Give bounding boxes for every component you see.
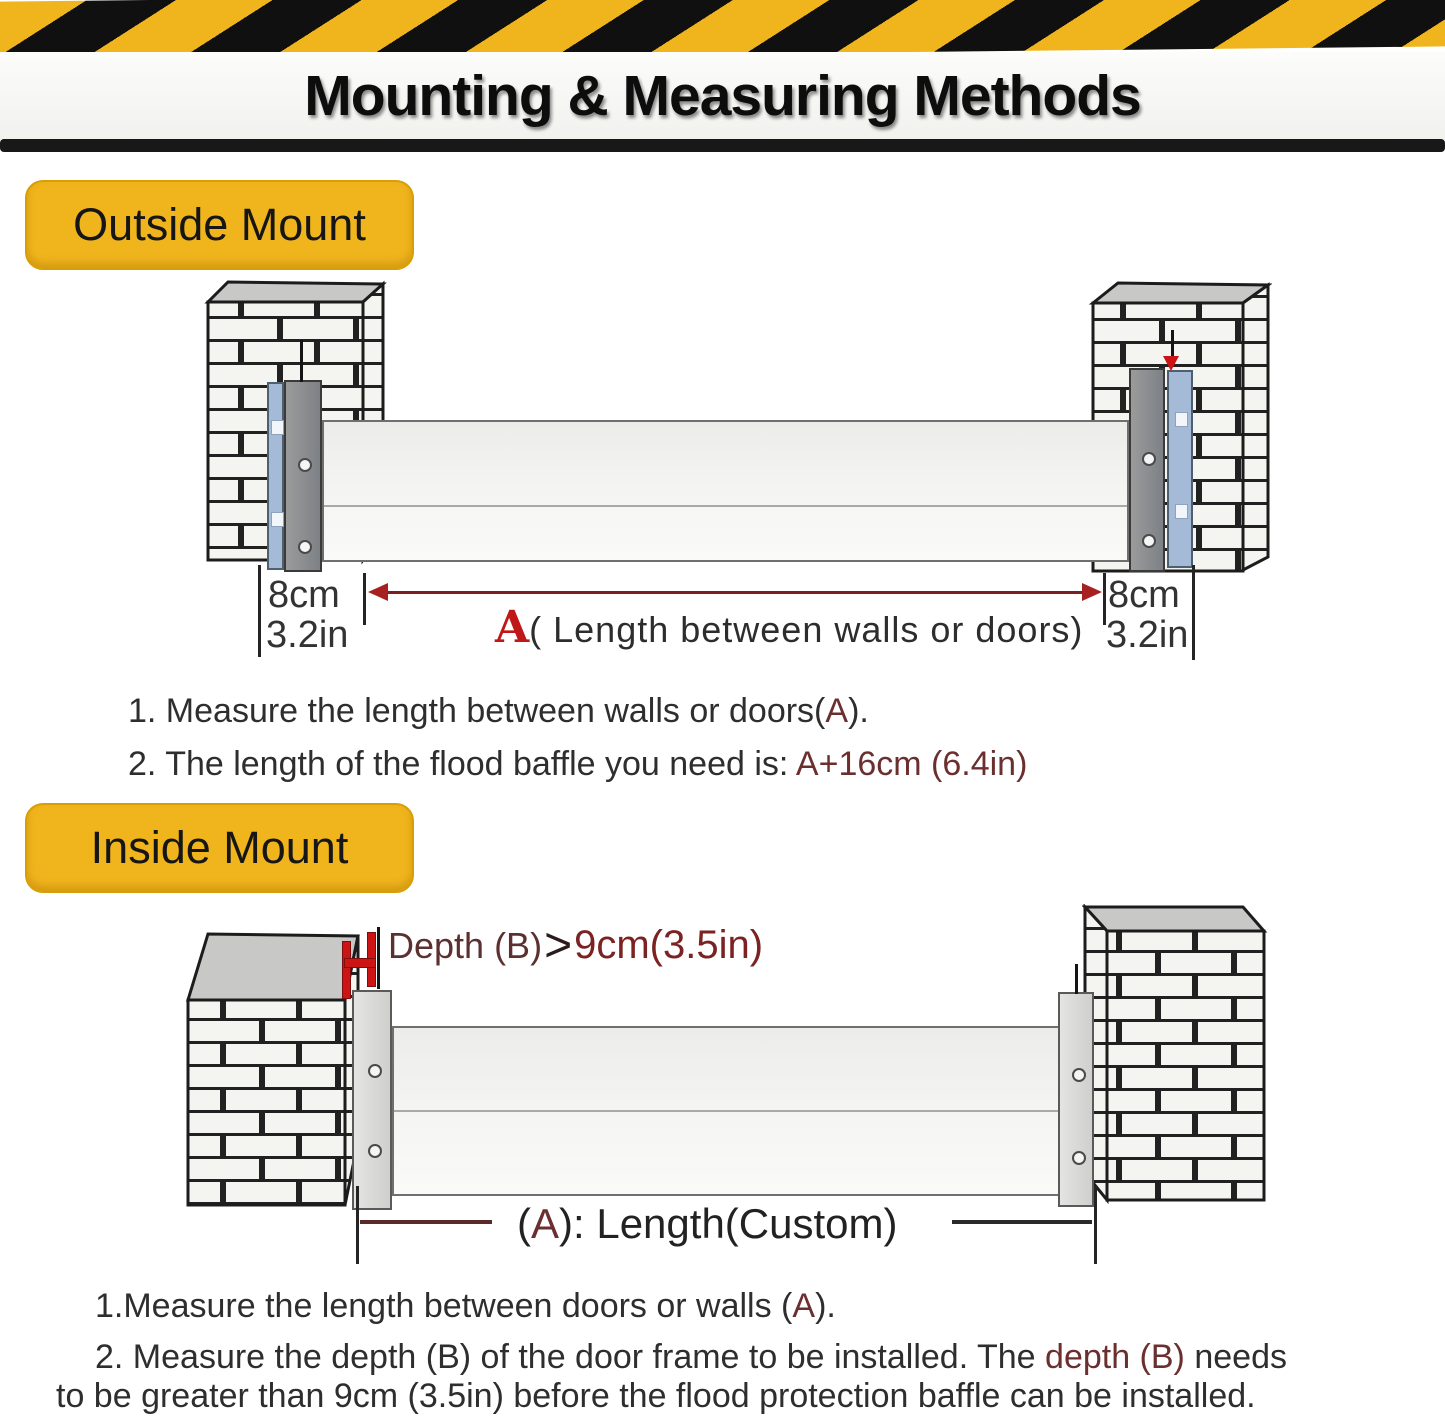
accent-a: A [531, 1200, 560, 1247]
screw-hole [298, 458, 312, 472]
inside-step-2-line2: to be greater than 9cm (3.5in) before the flood protection baffle can be installed. [56, 1377, 1256, 1415]
outside-mount-badge: Outside Mount [25, 180, 414, 270]
seal-tab [271, 512, 284, 527]
outside-flood-baffle [322, 420, 1129, 562]
inside-left-channel [352, 990, 392, 1210]
page-title: Mounting & Measuring Methods [304, 64, 1141, 128]
right-gap-inch: 3.2in [1106, 614, 1189, 656]
dim-tick [356, 1186, 359, 1264]
length-between-walls-label: A ( Length between walls or doors) [495, 602, 1084, 653]
accent-a: A [792, 1287, 816, 1325]
accent-depth-b: depth (B) [1045, 1338, 1185, 1376]
inside-step-2-line1: 2. Measure the depth (B) of the door frame to be installed. The depth (B) needs [95, 1338, 1287, 1376]
inside-right-pillar [1082, 904, 1274, 1204]
outside-step-1: 1. Measure the length between walls or doors(A). [128, 692, 869, 730]
right-gap-cm: 8cm [1108, 574, 1180, 616]
seal-tab [271, 420, 284, 435]
screw-hole [1072, 1068, 1086, 1082]
accent-formula: A+16cm (6.4in) [795, 745, 1028, 783]
accent-a: A [825, 692, 849, 730]
outside-right-seal-strip [1167, 370, 1193, 568]
screw-hole [1142, 534, 1156, 548]
inside-right-channel [1058, 992, 1094, 1207]
anchor-pin [1075, 964, 1078, 994]
dim-tick [258, 565, 261, 657]
depth-requirement-label: Depth (B) > 9cm(3.5in) [388, 919, 764, 972]
outside-right-channel [1129, 368, 1165, 572]
red-pointer-arrow [1163, 356, 1179, 371]
outside-step-2: 2. The length of the flood baffle you need is: A+16cm (6.4in) [128, 745, 1028, 783]
arrowhead-right [1082, 583, 1102, 601]
header-divider [0, 139, 1445, 152]
baffle-seam [394, 1110, 1058, 1112]
dim-tick [1094, 1186, 1097, 1264]
length-arrow-line [372, 591, 1096, 594]
dim-tick [363, 573, 366, 625]
left-gap-inch: 3.2in [266, 614, 349, 656]
inside-left-pillar [186, 926, 366, 1208]
dimension-letter-a: A [495, 602, 530, 653]
depth-bracket-bar [342, 941, 351, 999]
inside-step-1: 1.Measure the length between doors or walls (A). [95, 1287, 836, 1325]
screw-hole [368, 1064, 382, 1078]
dim-segment-left [360, 1220, 492, 1224]
dim-segment-right [952, 1220, 1092, 1224]
outside-left-channel [284, 380, 322, 572]
custom-length-label: (A): Length(Custom) [517, 1200, 898, 1247]
screw-hole [298, 540, 312, 554]
arrowhead-left [368, 583, 388, 601]
screw-hole [368, 1144, 382, 1158]
title-band [0, 52, 1445, 140]
outside-left-seal-strip [267, 382, 284, 570]
anchor-pin [377, 927, 380, 989]
seal-tab [1175, 504, 1188, 519]
left-gap-cm: 8cm [268, 574, 340, 616]
dim-tick [1192, 565, 1195, 660]
seal-tab [1175, 412, 1188, 427]
anchor-pin [300, 340, 303, 382]
baffle-seam [324, 505, 1127, 507]
screw-hole [1142, 452, 1156, 466]
anchor-pin [1171, 330, 1174, 356]
inside-mount-badge: Inside Mount [25, 803, 414, 893]
inside-flood-baffle [392, 1026, 1060, 1196]
depth-bracket-crossbar [344, 958, 376, 968]
screw-hole [1072, 1151, 1086, 1165]
